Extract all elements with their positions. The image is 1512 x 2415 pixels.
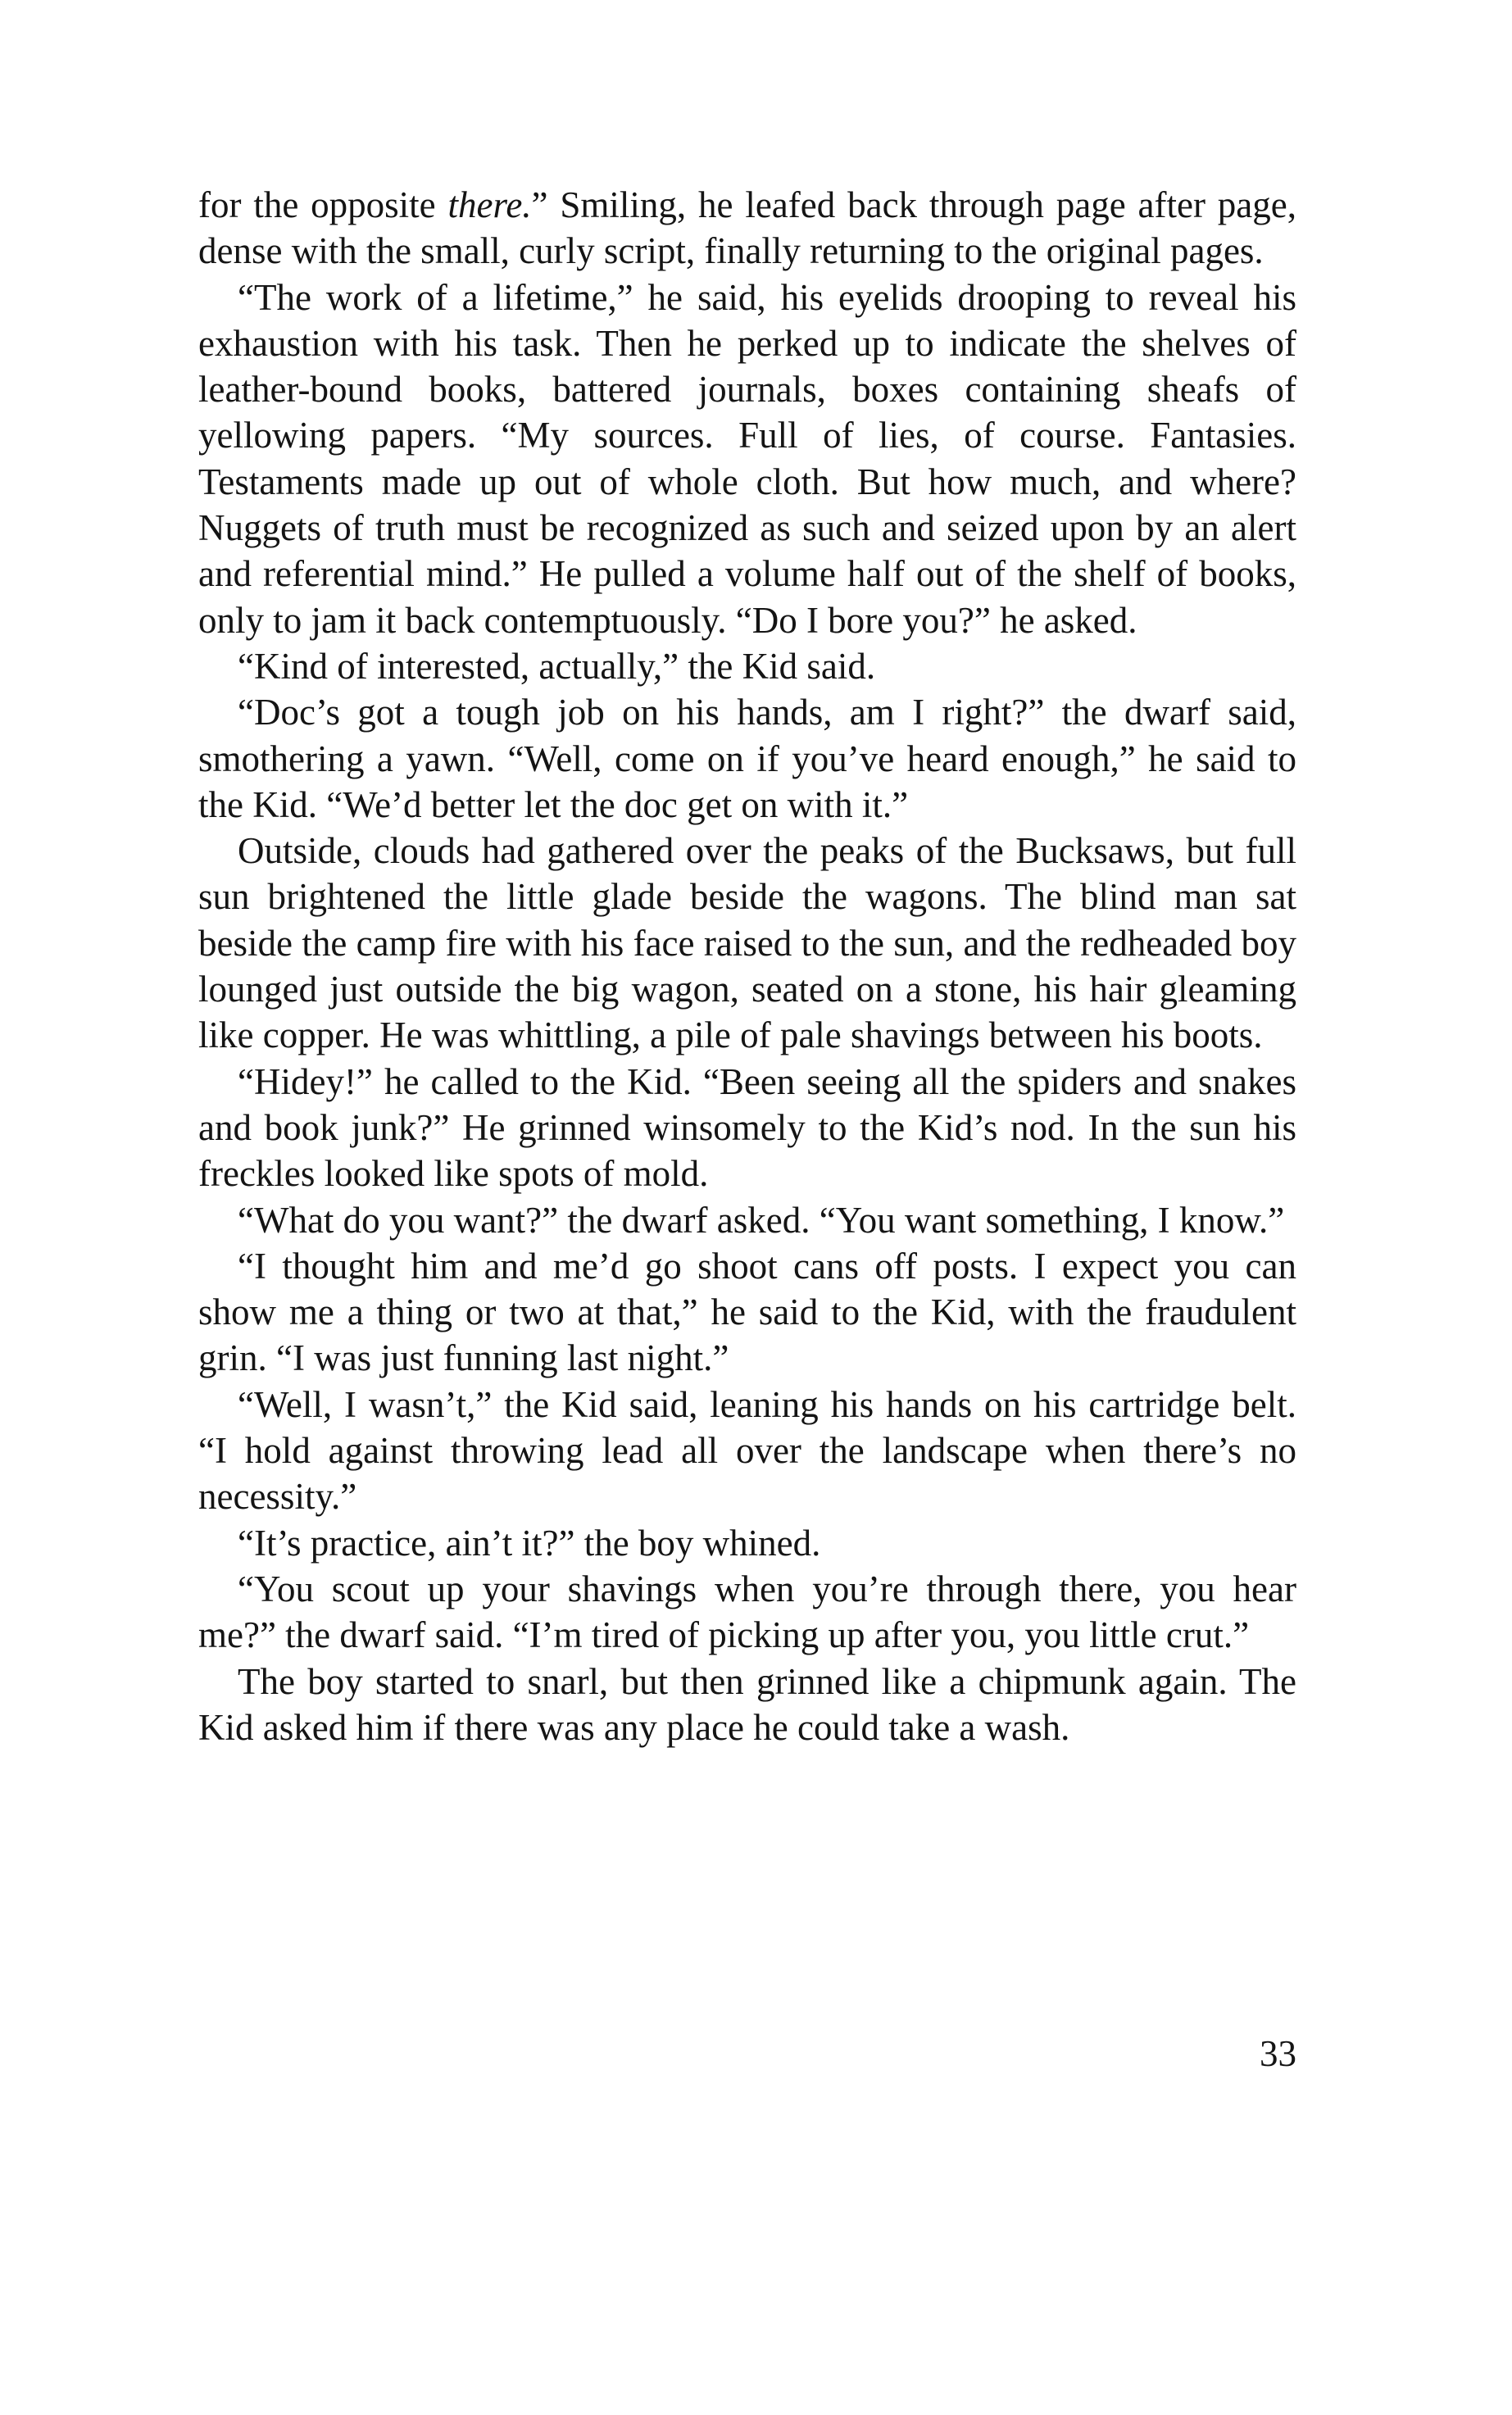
page-number: 33: [1260, 2033, 1296, 2074]
paragraph-1-lead: for the opposite: [198, 184, 448, 225]
paragraph-7: “What do you want?” the dwarf asked. “You want something, I know.”: [238, 1199, 1285, 1241]
paragraph-1: [198, 182, 1296, 275]
paragraph-5: Outside, clouds had gathered over the peaks of the Bucksaws, but full sun brightened the little glade beside the wagons. The blind man sat beside the camp fire with his face raised to the sun, and the redheaded boy lounged just outside the big wagon, seated on a stone, his hair gleaming like copper. He was whittling, a pile of pale shavings between his boots.: [198, 830, 1296, 1056]
paragraph-8: “I thought him and me’d go shoot cans off posts. I expect you can show me a thing or two at that,” he said to the Kid, with the fraudulent grin. “I was just funning last night.”: [198, 1245, 1296, 1379]
paragraph-6: “Hidey!” he called to the Kid. “Been seeing all the spiders and snakes and book junk?” He grinned winsomely to the Kid’s nod. In the sun his freckles looked like spots of mold.: [198, 1060, 1296, 1195]
page-body: [198, 182, 1296, 1750]
paragraph-1-rest: ” Smiling, he leafed back through page after page, dense with the small, curly script, finally returning to the original pages.: [198, 184, 1297, 272]
paragraph-12: The boy started to snarl, but then grinned like a chipmunk again. The Kid asked him if there was any place he could take a wash.: [198, 1660, 1296, 1748]
paragraph-10: “It’s practice, ain’t it?” the boy whined.: [238, 1522, 821, 1564]
paragraph-4: “Doc’s got a tough job on his hands, am I right?” the dwarf said, smothering a yawn. “Well, come on if you’ve heard enough,” he said to the Kid. “We’d better let the doc get on with it.”: [198, 692, 1296, 825]
paragraph-2: “The work of a lifetime,” he said, his eyelids drooping to reveal his exhaustion with his task. Then he perked up to indicate the shelves of leather-bound books, battered journals, boxes containing sheafs of yellowing papers. “My sources. Full of lies, of course. Fantasies. Testaments made up out of whole cloth. But how much, and where? Nuggets of truth must be recognized as such and seized upon by an alert and referential mind.” He pulled a volume half out of the shelf of books, only to jam it back contemptuously. “Do I bore you?” he asked.: [198, 276, 1296, 641]
paragraph-11: “You scout up your shavings when you’re through there, you hear me?” the dwarf said. “I’m tired of picking up after you, you little crut.”: [198, 1568, 1296, 1656]
paragraph-3: “Kind of interested, actually,” the Kid said.: [238, 645, 876, 687]
paragraph-1-italic: there.: [447, 184, 532, 225]
paragraph-9: “Well, I wasn’t,” the Kid said, leaning his hands on his cartridge belt. “I hold against throwing lead all over the landscape when there’s no necessity.”: [198, 1383, 1296, 1518]
